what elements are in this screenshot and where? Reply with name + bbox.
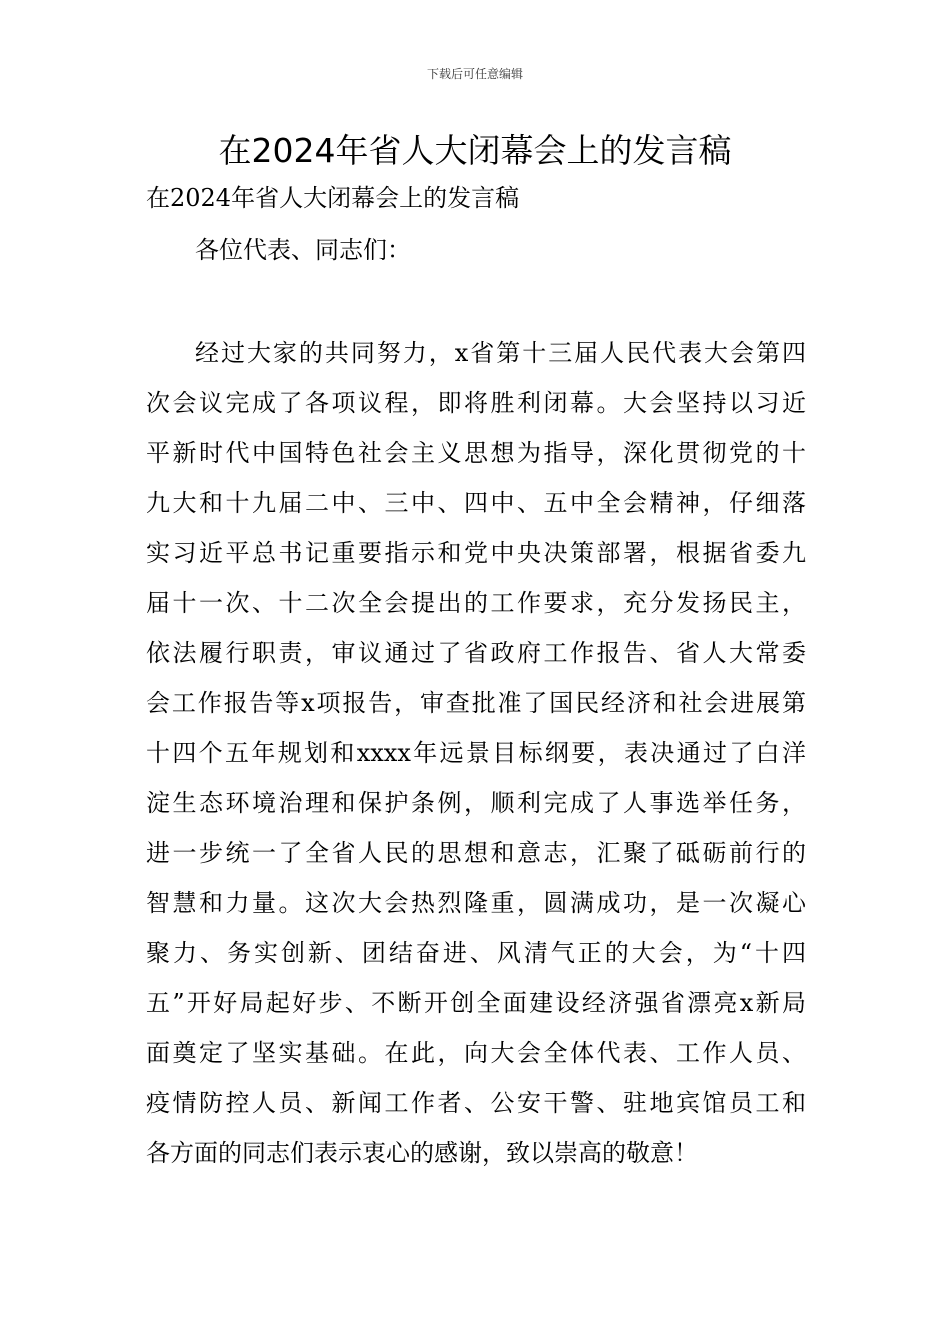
paragraph-line: 智慧和力量。这次大会热烈隆重，圆满成功，是一次凝心 [146, 889, 806, 917]
paragraph-line: 面奠定了坚实基础。在此，向大会全体代表、工作人员、 [146, 1039, 806, 1067]
document-subtitle: 在2024年省人大闭幕会上的发言稿 [146, 184, 520, 212]
header-note: 下载后可任意编辑 [426, 67, 523, 81]
paragraph-line: 淀生态环境治理和保护条例，顺利完成了人事选举任务， [146, 789, 806, 817]
paragraph-line: 会工作报告等x项报告，审查批准了国民经济和社会进展第 [146, 689, 806, 717]
paragraph-line: 十四个五年规划和xxxx年远景目标纲要，表决通过了白洋 [146, 739, 806, 767]
paragraph-line: 九大和十九届二中、三中、四中、五中全会精神，仔细落 [146, 489, 806, 517]
paragraph-line: 经过大家的共同努力，x省第十三届人民代表大会第四 [195, 339, 806, 367]
paragraph-line: 依法履行职责，审议通过了省政府工作报告、省人大常委 [146, 639, 806, 667]
paragraph-line: 次会议完成了各项议程，即将胜利闭幕。大会坚持以习近 [146, 389, 806, 417]
paragraph-line: 实习近平总书记重要指示和党中央决策部署，根据省委九 [146, 539, 806, 567]
paragraph-line: 疫情防控人员、新闻工作者、公安干警、驻地宾馆员工和 [146, 1089, 806, 1117]
paragraph-line: 进一步统一了全省人民的思想和意志，汇聚了砥砺前行的 [146, 839, 806, 867]
document-title: 在2024年省人大闭幕会上的发言稿 [218, 131, 732, 170]
greeting: 各位代表、同志们： [195, 236, 411, 264]
paragraph-line: 届十一次、十二次全会提出的工作要求，充分发扬民主， [146, 589, 806, 617]
paragraph-line: 各方面的同志们表示衷心的感谢，致以崇高的敬意！ [146, 1139, 698, 1167]
paragraph-line: 平新时代中国特色社会主义思想为指导，深化贯彻党的十 [146, 439, 806, 467]
body-paragraph [146, 328, 806, 1178]
paragraph-line: 五”开好局起好步、不断开创全面建设经济强省漂亮x新局 [146, 989, 806, 1017]
paragraph-line: 聚力、务实创新、团结奋进、风清气正的大会，为“十四 [146, 939, 806, 967]
